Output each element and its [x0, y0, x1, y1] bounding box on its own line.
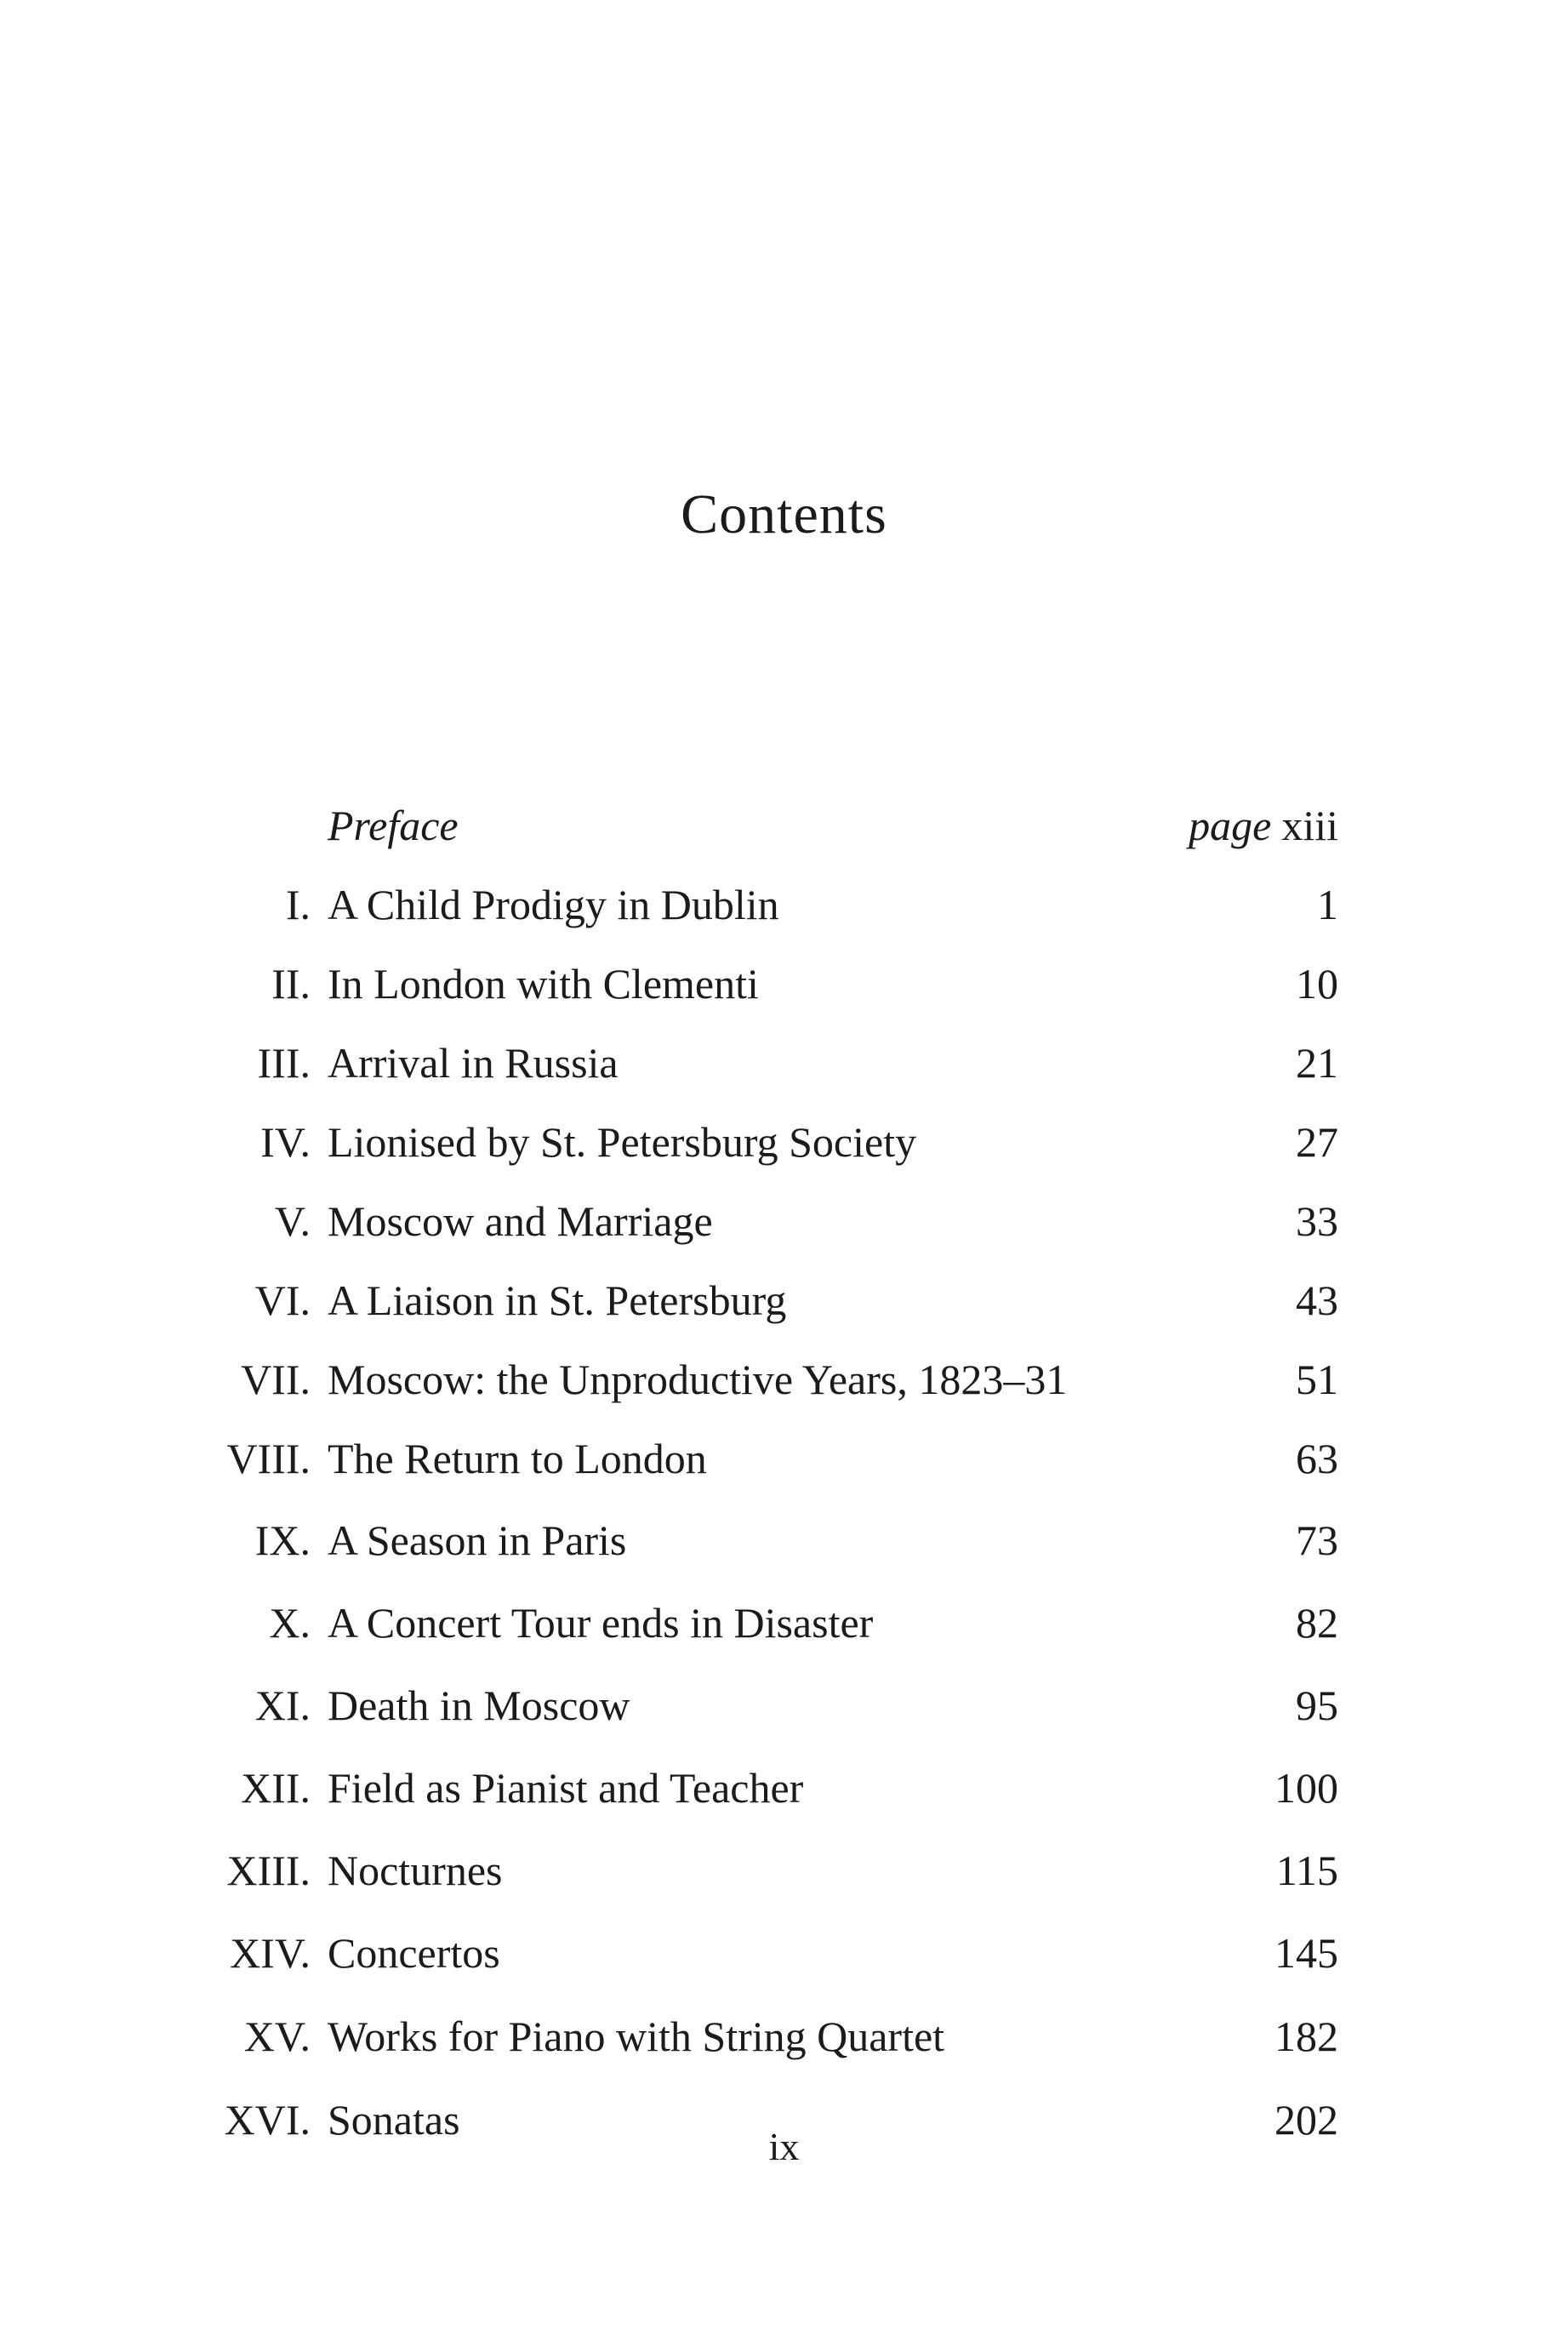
page-label: page — [1189, 802, 1272, 849]
toc-entry — [0, 1919, 1568, 1987]
toc-entry — [0, 1187, 1568, 1255]
toc-entry — [0, 1754, 1568, 1822]
chapter-number: IV. — [260, 1118, 311, 1166]
chapter-number: VIII. — [226, 1435, 311, 1482]
toc-entry — [0, 1029, 1568, 1097]
chapter-title: A Season in Paris — [328, 1516, 627, 1564]
chapter-title: Concertos — [328, 1929, 500, 1977]
chapter-number: III. — [257, 1039, 311, 1087]
chapter-title: Lionised by St. Petersburg Society — [328, 1118, 917, 1166]
chapter-title: A Liaison in St. Petersburg — [328, 1276, 787, 1324]
chapter-title: In London with Clementi — [328, 960, 759, 1008]
chapter-title: Moscow: the Unproductive Years, 1823–31 — [328, 1356, 1068, 1403]
chapter-page: 1 — [1317, 881, 1338, 928]
toc-entry — [0, 1266, 1568, 1334]
chapter-number: I. — [285, 881, 311, 928]
page-title: Contents — [681, 483, 887, 545]
chapter-title: Works for Piano with String Quartet — [328, 2012, 945, 2060]
toc-entry — [0, 871, 1568, 939]
toc-entry — [0, 1589, 1568, 1657]
toc-entry-page-number: xiii — [1281, 802, 1338, 849]
toc-entry — [0, 1345, 1568, 1413]
chapter-number: II. — [271, 960, 311, 1008]
toc-entry-page — [1189, 791, 1338, 859]
toc-entry — [0, 1424, 1568, 1493]
chapter-title: Arrival in Russia — [328, 1039, 619, 1087]
toc-entry — [0, 950, 1568, 1018]
chapter-page: 115 — [1275, 1847, 1338, 1894]
chapter-number: XIV. — [230, 1929, 311, 1977]
chapter-title: Sonatas — [328, 2096, 460, 2144]
chapter-page: 33 — [1296, 1197, 1338, 1245]
chapter-number: XII. — [241, 1764, 311, 1812]
chapter-number: XV. — [243, 2012, 311, 2060]
chapter-number: XIII. — [226, 1847, 311, 1894]
chapter-page: 145 — [1274, 1929, 1338, 1977]
chapter-page: 21 — [1296, 1039, 1338, 1087]
chapter-title: Death in Moscow — [328, 1681, 630, 1729]
chapter-page: 202 — [1274, 2096, 1338, 2144]
toc-entry-title: Preface — [328, 802, 459, 849]
chapter-title: Field as Pianist and Teacher — [328, 1764, 804, 1812]
chapter-title: The Return to London — [328, 1435, 707, 1482]
toc-entry — [0, 1108, 1568, 1176]
chapter-title: A Concert Tour ends in Disaster — [328, 1599, 874, 1647]
chapter-number: XI. — [254, 1681, 311, 1729]
chapter-number: VI. — [254, 1276, 311, 1324]
chapter-number: XVI. — [224, 2096, 311, 2144]
chapter-page: 27 — [1296, 1118, 1338, 1166]
toc-entry — [0, 1506, 1568, 1574]
chapter-title: A Child Prodigy in Dublin — [328, 881, 779, 928]
chapter-page: 10 — [1296, 960, 1338, 1008]
chapter-title: Moscow and Marriage — [328, 1197, 713, 1245]
chapter-page: 82 — [1296, 1599, 1338, 1647]
chapter-page: 63 — [1296, 1435, 1338, 1482]
chapter-number: X. — [269, 1599, 311, 1647]
chapter-page: 95 — [1296, 1681, 1338, 1729]
chapter-page: 43 — [1296, 1276, 1338, 1324]
chapter-number: IX. — [254, 1516, 311, 1564]
chapter-page: 182 — [1274, 2012, 1338, 2060]
chapter-title: Nocturnes — [328, 1847, 503, 1894]
toc-entry — [0, 1671, 1568, 1739]
chapter-page: 51 — [1296, 1356, 1338, 1403]
chapter-number: VII. — [241, 1356, 311, 1403]
toc-entry-preface — [0, 791, 1568, 859]
chapter-page: 100 — [1274, 1764, 1338, 1812]
toc-entry — [0, 1836, 1568, 1904]
chapter-page: 73 — [1296, 1516, 1338, 1564]
chapter-number: V. — [274, 1197, 311, 1245]
toc-entry — [0, 2002, 1568, 2070]
page-number: ix — [768, 2125, 800, 2168]
